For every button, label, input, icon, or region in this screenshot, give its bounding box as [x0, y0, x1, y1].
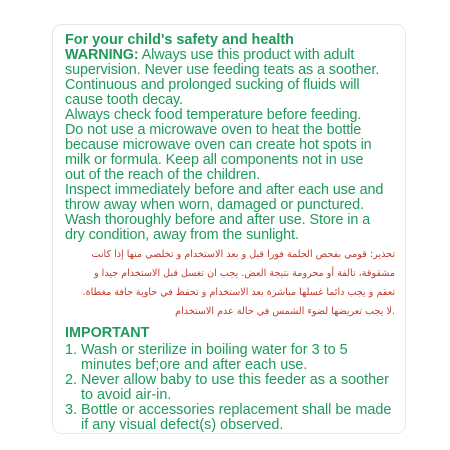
important-title: IMPORTANT [65, 325, 150, 341]
item-text [81, 403, 391, 433]
arabic-line: .لا يجب تعريضها لضوء الشمس في حالة عدم الاستخدام [175, 306, 395, 317]
item-line: to avoid air-in. [81, 387, 172, 403]
item-number: 3. [65, 402, 78, 418]
warning-text: Always use this product with adult [138, 47, 355, 63]
label-title: For your child's safety and health [65, 32, 294, 48]
warning-line: throw away when worn, damaged or punctured. [65, 197, 364, 213]
item-text [81, 373, 389, 403]
instruction-label [52, 24, 406, 434]
item-line: minutes bef;ore and after each use. [81, 357, 308, 373]
warning-line: Do not use a microwave oven to heat the bottle [65, 122, 362, 138]
arabic-line: مشقوقة، تالفة أو محرومة نتيجة العض. يجب ان تغسل قبل الاستخدام جيدا و [93, 268, 395, 279]
warning-line: supervision. Never use feeding teats as a soother. [65, 62, 380, 78]
item-line: Bottle or accessories replacement shall be made [81, 402, 392, 418]
warning-line: because microwave oven can create hot spots in [65, 137, 372, 153]
warning-line: cause tooth decay. [65, 92, 183, 108]
item-text [81, 343, 348, 373]
warning-line [65, 48, 397, 63]
warning-section [65, 48, 397, 243]
item-number: 1. [65, 342, 78, 358]
list-item [65, 373, 397, 403]
warning-line: Inspect immediately before and after each use and [65, 182, 384, 198]
arabic-warning [65, 245, 397, 321]
list-item [65, 343, 397, 373]
item-line: Wash or sterilize in boiling water for 3 to 5 [81, 342, 348, 358]
warning-line: Continuous and prolonged sucking of fluids will [65, 77, 360, 93]
important-list [65, 343, 397, 433]
arabic-line: تحذير: قومي بفحص الحلمة فورا قبل و بعد الاستخدام و تخلصي منها إذا كانت [91, 249, 395, 260]
item-line: Never allow baby to use this feeder as a soother [81, 372, 389, 388]
item-line: if any visual defect(s) observed. [81, 417, 284, 433]
item-number: 2. [65, 372, 78, 388]
warning-label: WARNING: [65, 47, 139, 63]
warning-line: Wash thoroughly before and after use. Store in a [65, 212, 371, 228]
warning-line: milk or formula. Keep all components not in use [65, 152, 364, 168]
warning-line: out of the reach of the children. [65, 167, 261, 183]
warning-line: Always check food temperature before feeding. [65, 107, 362, 123]
arabic-line: تعقم و يجب دائما غسلها مباشرة بعد الاستخدام و تحفظ في حاوية جافة مغطاة. [82, 287, 395, 298]
warning-line: dry condition, away from the sunlight. [65, 227, 299, 243]
list-item [65, 403, 397, 433]
